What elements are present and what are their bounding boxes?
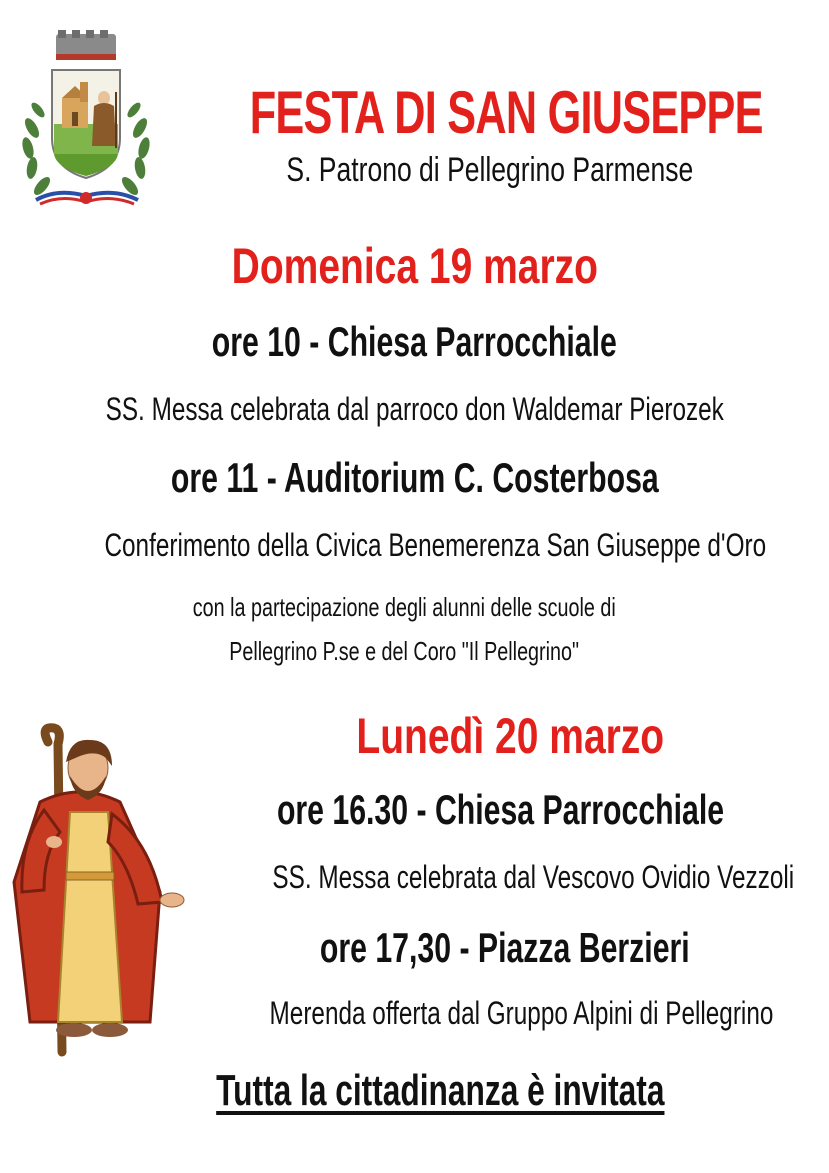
day1-event2-desc: Conferimento della Civica Benemerenza San Giuseppe d'Oro bbox=[104, 527, 767, 563]
saint-joseph-illustration bbox=[0, 722, 200, 1062]
day2-event1-time: ore 16.30 - Chiesa Parrocchiale bbox=[276, 786, 724, 833]
day2-event2-time: ore 17,30 - Piazza Berzieri bbox=[320, 924, 690, 971]
invitation-footer: Tutta la cittadinanza è invitata bbox=[215, 1066, 665, 1115]
coat-of-arms-icon bbox=[18, 28, 158, 213]
day2-event2-desc: Merenda offerta dal Gruppo Alpini di Pellegrino bbox=[269, 995, 774, 1031]
day1-event1-time: ore 10 - Chiesa Parrocchiale bbox=[211, 318, 618, 365]
day1-date: Domenica 19 marzo bbox=[231, 238, 598, 294]
poster-title: FESTA DI SAN GIUSEPPE bbox=[249, 79, 763, 146]
day2-event1-desc: SS. Messa celebrata dal Vescovo Ovidio Vezzoli bbox=[272, 859, 795, 895]
day1-event1-desc: SS. Messa celebrata dal parroco don Waldemar Pierozek bbox=[105, 391, 724, 427]
day2-date: Lunedì 20 marzo bbox=[356, 708, 664, 764]
day1-event2-note-line2: Pellegrino P.se e del Coro "Il Pellegrino" bbox=[229, 636, 580, 666]
poster-subtitle: S. Patrono di Pellegrino Parmense bbox=[286, 151, 694, 189]
day1-event2-note-line1: con la partecipazione degli alunni delle scuole di bbox=[193, 592, 616, 622]
day1-event2-time: ore 11 - Auditorium C. Costerbosa bbox=[170, 454, 659, 501]
